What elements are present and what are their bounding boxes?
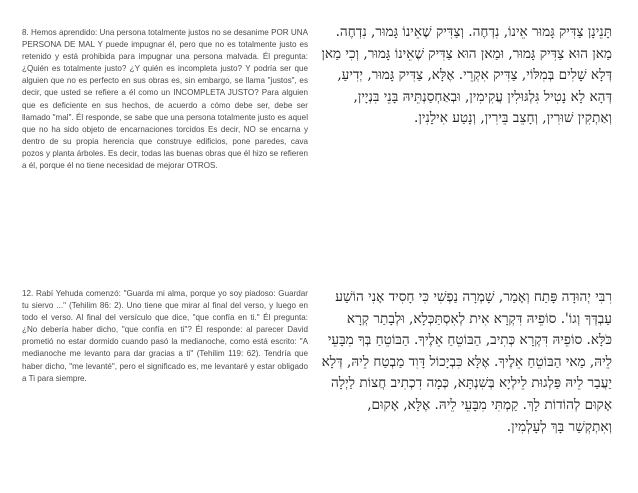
hebrew-paragraph-12: רִבִּי יְהוּדָה פָּתַח וְאָמַר, שָׁמְרָה נַפְשִׁי כִּי חָסִיד אָנִי הוֹשַׁע עַבְדְּךָ וְגוֹ'. סוֹפֵיהּ דִּקְרָא אִית לְאִסְתַּכְּלָא, וּלְבָתַר קְרָא כֹּלָּא. סוֹפֵיהּ דִּקְרָא כְּתִיב, הַבּוֹטֵחַ אֵלֶיךָ. הַבּוֹטֵחַ בְּךָ מִבָּעֵי לֵיהּ, מַאי הַבּוֹטֵחַ אֵלֶיךָ. אֶלָּא כִּבְיָכוֹל דָּוִד מַבְטַח לֵיהּ, דְּלָא יַעֲבַר לֵיהּ פַּלְגוּת לֵילְיָא בְּשִׁנְתָּא, כְּמָה דִכְתִיב חֲצוֹת לַיְלָה אָקוּם לְהוֹדוֹת לָךְ. קַמְתִּי מִבָּעֵי לֵיהּ. אֶלָּא, אָקוּם, וְאִתְקְשַׁר בָּךְ לְעָלְמִין.	[321, 289, 612, 435]
spanish-paragraph-12: 12. Rabí Yehuda comenzó: "Guarda mi alma, porque yo soy piadoso: Guardar tu siervo ..." (Tehilim 86: 2). Uno tiene que mirar al final del verso, y luego en todo el verso. Al final del versículo que dice, "que confía en ti." Él pregunta: ¿No debería haber dicho, "que confía en ti"? Él responde: al parecer David prometió no estar dormido cuando pasó la medianoche, como está escrito: "A medianoche me levanto para dar gracias a ti" (Tehilim 119: 62). Tendría que haber dicho, "me levanté", pero el significado es, me levantaré y estar obligado a Ti para siempre.	[22, 289, 308, 383]
hebrew-paragraph-8: תָּנֵינָן צַדִּיק גָּמוּר אֵינוֹ, נִדְחֶה. וְצַדִּיק שֶׁאֵינוֹ גָּמוּר, נִדְחֶה. מַאן הוּא צַדִּיק גָּמוּר, וּמַאן הוּא צַדִּיק שֶׁאֵינוֹ גָּמוּר, וְכִי מַאן דְּלָא שָׁלִים בְּמִלּוֹי, צַדִּיק אִקְרֵי. אֶלָּא, צַדִּיק גָּמוּר, יְדִיעַ, דְּהָא לָא נָטִיל גִּלְגּוּלִין עֲקִימִין, וּבְאַחְסַנְתֵּיהּ בָּנֵי בִּנְיָין, וְאַתְקִין שׁוּרִין, וְחָצֵב בֵּירִין, וְנָטַע אִילָנִין.	[321, 24, 612, 127]
spanish-paragraph-8: 8. Hemos aprendido: Una persona totalmente justos no se desanime POR UNA PERSONA DE MAL Y puede impugnar él, pero que no es totalmente justo es retenido y está prohibida para impugnar una persona malvada. Él pregunta: ¿Quién es totalmente justo? ¿Y quién es incompleta justo? Y podría ser que alguien que no es perfecto en sus obras es, sin embargo, se llama "justos", es decir, que usted se refiere a él como un INCOMPLETA JUSTO? Para alguien que es deficiente en sus hechos, de acuerdo a cómo debe ser, debe ser llamado "mal". Él responde, se sabe que una persona totalmente justo es aquel que no ha sido objeto de encarnaciones torcidos Es decir, NO se encarna y dentro de su propia herencia que construye edificios, pone paredes, cava pozos y planta árboles. Es decir, todas las buenas obras que él hizo se refieren a él, porque él no tiene necesidad de mejorar OTROS.	[22, 28, 308, 171]
